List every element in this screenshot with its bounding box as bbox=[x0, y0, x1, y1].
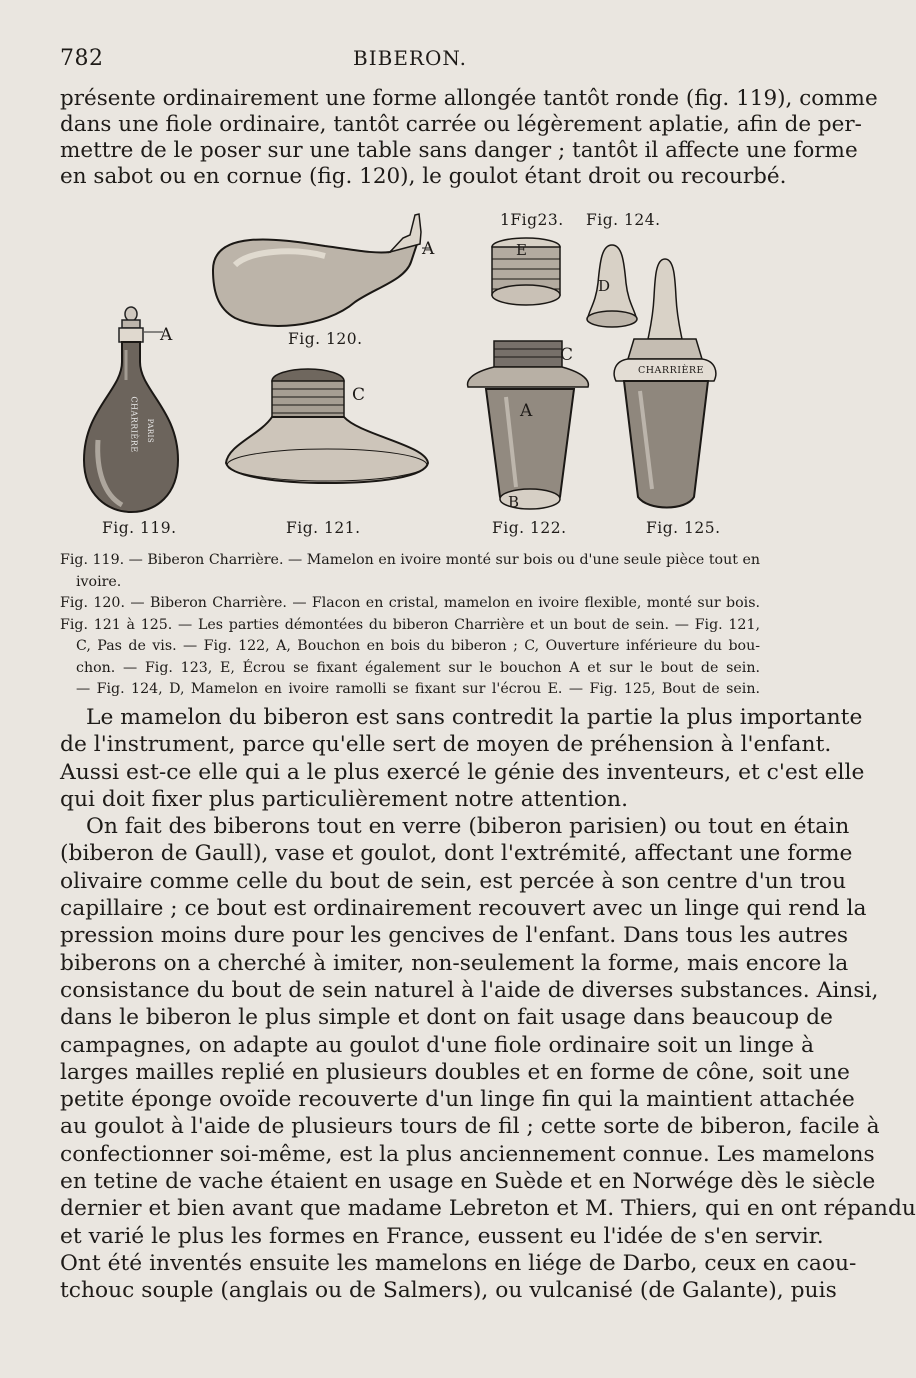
text-line: Ont été inventés ensuite les mamelons en liége de Darbo, ceux en caou- bbox=[60, 1250, 857, 1276]
text-line: On fait des biberons tout en verre (biberon parisien) ou tout en étain bbox=[86, 814, 850, 840]
text-line: biberons on a cherché à imiter, non-seulement la forme, mais encore la bbox=[60, 950, 849, 976]
text-line: confectionner soi-même, est la plus anciennement connue. Les mamelons bbox=[60, 1141, 875, 1167]
fig-119-bottle-text: CHARRIÈRE bbox=[129, 396, 139, 453]
fig-121-letter-c: C bbox=[352, 385, 366, 405]
fig-123-letter-e: E bbox=[516, 241, 528, 259]
text-line: tchouc souple (anglais ou de Salmers), ou vulcanisé (de Galante), puis bbox=[60, 1278, 837, 1304]
text-line: de l'instrument, parce qu'elle sert de moyen de préhension à l'enfant. bbox=[60, 732, 832, 758]
text-line: en sabot ou en cornue (fig. 120), le goulot étant droit ou recourbé. bbox=[60, 164, 787, 189]
text-line: larges mailles replié en plusieurs doubles et en forme de cône, soit une bbox=[60, 1059, 850, 1085]
fig-119-bottle-text-2: PARIS bbox=[146, 418, 155, 444]
text-line: petite éponge ovoïde recouverte d'un linge fin qui la maintient attachée bbox=[60, 1087, 855, 1113]
fig-120-label: Fig. 120. bbox=[288, 330, 363, 348]
fig-120-flask-illustration bbox=[205, 210, 435, 335]
text-line: en tetine de vache étaient en usage en Suède et en Norwége dès le siècle bbox=[60, 1169, 876, 1195]
caption-line: Fig. 120. — Biberon Charrière. — Flacon en cristal, mamelon en ivoire flexible, monté sur bois. bbox=[60, 595, 760, 611]
fig-125-nipple-illustration bbox=[610, 257, 720, 515]
fig-124-label: Fig. 124. bbox=[586, 211, 661, 229]
fig-122-stopper-illustration bbox=[460, 337, 600, 515]
fig-119-label: Fig. 119. bbox=[102, 519, 177, 537]
text-line: dernier et bien avant que madame Lebreton et M. Thiers, qui en ont répandu bbox=[60, 1196, 916, 1222]
fig-122-letter-b: B bbox=[508, 493, 520, 511]
caption-line: Fig. 119. — Biberon Charrière. — Mamelon en ivoire monté sur bois ou d'une seule pièce tout en bbox=[60, 552, 760, 568]
text-line: qui doit fixer plus particulièrement notre attention. bbox=[60, 786, 629, 812]
text-line: présente ordinairement une forme allongée tantôt ronde (fig. 119), comme bbox=[60, 86, 878, 111]
text-line: campagnes, on adapte au goulot d'une fiole ordinaire soit un linge à bbox=[60, 1032, 814, 1058]
fig-123-label: 1Fig23. bbox=[500, 211, 564, 229]
fig-122-letter-c: C bbox=[560, 345, 574, 365]
text-line: capillaire ; ce bout est ordinairement recouvert avec un linge qui rend la bbox=[60, 896, 867, 922]
text-line: Le mamelon du biberon est sans contredit la partie la plus importante bbox=[86, 705, 863, 730]
page-header bbox=[60, 46, 760, 76]
fig-124-letter-d: D bbox=[598, 277, 611, 295]
text-line: Aussi est-ce elle qui a le plus exercé le génie des inventeurs, et c'est elle bbox=[60, 759, 865, 785]
running-title: BIBERON. bbox=[353, 46, 467, 70]
fig-121-label: Fig. 121. bbox=[286, 519, 361, 537]
fig-121-screw-illustration bbox=[220, 365, 435, 485]
text-line: olivaire comme celle du bout de sein, est percée à son centre d'un trou bbox=[60, 868, 847, 894]
page-number: 782 bbox=[60, 46, 104, 71]
caption-line: Fig. 121 à 125. — Les parties démontées du biberon Charrière et un bout de sein. — Fig. 121, bbox=[60, 616, 760, 633]
body-paragraphs bbox=[60, 704, 916, 1305]
fig-122-letter-a: A bbox=[520, 401, 533, 421]
figure-captions bbox=[60, 550, 760, 701]
intro-paragraph bbox=[60, 86, 878, 190]
caption-line: chon. — Fig. 123, E, Écrou se fixant également sur le bouchon A et sur le bout de sein. bbox=[76, 659, 760, 676]
text-line: pression moins dure pour les gencives de l'enfant. Dans tous les autres bbox=[60, 923, 849, 949]
text-line: et varié le plus les formes en France, eussent eu l'idée de s'en servir. bbox=[60, 1223, 824, 1249]
text-line: consistance du bout de sein naturel à l'aide de diverses substances. Ainsi, bbox=[60, 977, 879, 1003]
text-line: mettre de le poser sur une table sans danger ; tantôt il affecte une forme bbox=[60, 138, 858, 163]
caption-line: ivoire. bbox=[76, 573, 122, 590]
fig-125-label: Fig. 125. bbox=[646, 519, 721, 537]
figure-plate bbox=[60, 205, 760, 545]
caption-line: — Fig. 124, D, Mamelon en ivoire ramolli se fixant sur l'écrou E. — Fig. 125, Bout de sein. bbox=[76, 681, 760, 697]
caption-line: C, Pas de vis. — Fig. 122, A, Bouchon en bois du biberon ; C, Ouverture inférieure du bou- bbox=[76, 638, 760, 654]
fig-120-letter-a: A bbox=[422, 239, 435, 259]
fig-119-letter-a: A bbox=[160, 325, 173, 345]
text-line: (biberon de Gaull), vase et goulot, dont l'extrémité, affectant une forme bbox=[60, 841, 853, 867]
fig-122-label: Fig. 122. bbox=[492, 519, 567, 537]
text-line: dans une fiole ordinaire, tantôt carrée ou légèrement aplatie, afin de per- bbox=[60, 112, 862, 137]
text-line: dans le biberon le plus simple et dont on fait usage dans beaucoup de bbox=[60, 1005, 833, 1031]
text-line: au goulot à l'aide de plusieurs tours de fil ; cette sorte de biberon, facile à bbox=[60, 1114, 880, 1140]
fig-125-band-text: CHARRIÈRE bbox=[638, 365, 704, 376]
